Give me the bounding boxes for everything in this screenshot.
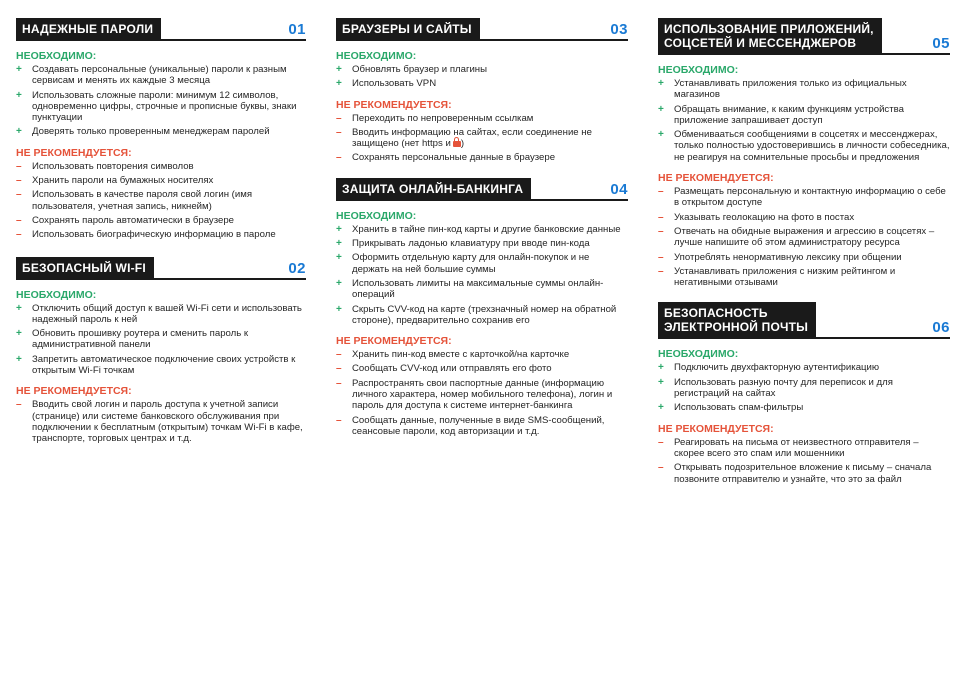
need-label: НЕОБХОДИМО:	[658, 64, 739, 76]
plus-icon: +	[658, 129, 664, 141]
minus-icon: –	[658, 211, 664, 223]
minus-icon: –	[658, 462, 664, 474]
list-item: + Хранить в тайне пин-код карты и другие банковские данные	[336, 223, 621, 235]
section-header-apps	[658, 18, 950, 55]
list-item: + Использовать VPN	[336, 78, 437, 90]
list-item: + Использовать разную почту для переписок и для регистраций на сайтах	[658, 376, 893, 400]
list-item: – Хранить пин-код вместе с карточкой/на карточке	[336, 349, 570, 361]
plus-icon: +	[336, 303, 342, 315]
need-label: НЕОБХОДИМО:	[658, 348, 739, 361]
list-item: – Размещать персональную и контактную информацию о себе в открытом доступе	[658, 186, 946, 209]
list-item: + Создавать персональные (уникальные) пароли к разным сервисам и менять их каждые 3 месяца	[16, 64, 287, 87]
list-item: – Сохранять пароль автоматически в браузере	[16, 214, 235, 226]
need-list	[16, 303, 306, 377]
list-item: + Устанавливать приложения только из официальных магазинов	[658, 78, 907, 101]
list-item: + Оформить отдельную карту для онлайн-покупок и не держать на ней большие суммы	[336, 252, 590, 275]
plus-icon: +	[658, 402, 664, 414]
need-label: НЕОБХОДИМО:	[336, 50, 417, 62]
plus-icon: +	[16, 328, 22, 340]
list-item: – Устанавливать приложения с низким рейтингом и негативными отзывами	[658, 265, 896, 289]
list-item: + Подключить двухфакторную аутентификацию	[658, 362, 880, 374]
plus-icon: +	[16, 64, 22, 75]
not-label: НЕ РЕКОМЕНДУЕТСЯ:	[16, 385, 132, 398]
list-item: – Сохранять персональные данные в браузере	[336, 152, 556, 164]
list-item: + Использовать спам-фильтры	[658, 402, 804, 414]
plus-icon: +	[16, 302, 22, 314]
list-item: + Обновлять браузер и плагины	[336, 64, 488, 75]
plus-icon: +	[336, 252, 342, 264]
need-list	[16, 64, 306, 138]
not-label: НЕ РЕКОМЕНДУЕТСЯ:	[658, 422, 774, 435]
list-item: + Обращать внимание, к каким функциям устройства приложение запрашивает доступ	[658, 103, 904, 126]
plus-icon: +	[16, 353, 22, 365]
list-item: + Запретить автоматическое подключение своих устройств к открытым Wi-Fi точкам	[16, 353, 296, 377]
minus-icon: –	[336, 377, 342, 389]
section-title: БРАУЗЕРЫ И САЙТЫ	[336, 18, 480, 39]
column-1	[16, 0, 306, 448]
minus-icon: –	[658, 225, 664, 237]
not-label: НЕ РЕКОМЕНДУЕТСЯ:	[336, 98, 452, 111]
section-number: 03	[610, 21, 628, 38]
plus-icon: +	[336, 277, 342, 289]
not-list	[336, 113, 628, 164]
minus-icon: –	[16, 189, 22, 201]
not-label: НЕ РЕКОМЕНДУЕТСЯ:	[16, 146, 132, 159]
minus-icon: –	[658, 186, 664, 198]
list-item: + Доверять только проверенным менеджерам паролей	[16, 126, 270, 138]
section-number: 06	[932, 319, 950, 337]
plus-icon: +	[336, 238, 342, 250]
need-list	[658, 78, 950, 163]
plus-icon: +	[658, 376, 664, 388]
section-number: 01	[288, 21, 306, 38]
list-item: – Употреблять ненормативную лексику при общении	[658, 251, 902, 263]
not-list	[336, 349, 628, 437]
minus-icon: –	[336, 363, 342, 375]
minus-icon: –	[336, 126, 342, 138]
list-item: + Отключить общий доступ к вашей Wi-Fi сети и использовать надежный пароль к ней	[16, 302, 302, 325]
need-label: НЕОБХОДИМО:	[16, 288, 97, 301]
minus-icon: –	[16, 160, 22, 172]
minus-icon: –	[336, 152, 342, 164]
need-label: НЕОБХОДИМО:	[336, 209, 417, 222]
section-title: БЕЗОПАСНОСТЬ ЭЛЕКТРОННОЙ ПОЧТЫ	[658, 302, 816, 337]
not-label: НЕ РЕКОМЕНДУЕТСЯ:	[336, 335, 452, 348]
not-list	[16, 161, 306, 241]
list-item: – Сообщать данные, полученные в виде SMS-сообщений, сеансовые пароли, код авторизации и т.д.	[336, 414, 605, 437]
minus-icon: –	[658, 265, 664, 277]
list-item: – Вводить информацию на сайтах, если соединение не защищено (нет https и )	[336, 126, 592, 150]
list-item: – Переходить по непроверенным ссылкам	[336, 112, 534, 124]
section-number: 02	[288, 259, 306, 277]
plus-icon: +	[658, 78, 664, 89]
list-item: – Открывать подозрительное вложение к письму – сначала позвоните отправителю и узнайте, что это за файл	[658, 462, 932, 485]
minus-icon: –	[16, 175, 22, 187]
minus-icon: –	[336, 112, 342, 124]
not-label: НЕ РЕКОМЕНДУЕТСЯ:	[658, 172, 774, 185]
list-item: – Использовать повторения символов	[16, 160, 194, 172]
plus-icon: +	[16, 126, 22, 138]
list-item: – Хранить пароли на бумажных носителях	[16, 175, 214, 187]
plus-icon: +	[658, 362, 664, 374]
need-list	[336, 64, 628, 90]
list-item: – Использовать в качестве пароля свой логин (имя пользователя, учетная запись, никнейм)	[16, 189, 253, 212]
plus-icon: +	[16, 89, 22, 101]
minus-icon: –	[16, 229, 22, 241]
list-item: – Реагировать на письма от неизвестного отправителя – скорее всего это спам или мошенники	[658, 436, 919, 459]
minus-icon: –	[336, 349, 342, 361]
list-item: + Скрыть CVV-код на карте (трехзначный номер на обратной стороне), предварительно сохранив его	[336, 303, 617, 326]
list-item: + Использовать лимиты на максимальные суммы онлайн-операций	[336, 277, 604, 301]
list-item: – Отвечать на обидные выражения и агрессию в соцсетях – лучше напишите об этом администратору ресурса	[658, 225, 935, 249]
list-item: + Использовать сложные пароли: минимум 12 символов, одновременно цифры, строчные и прописные буквы, знаки пунктуации	[16, 89, 297, 124]
not-list	[16, 399, 306, 444]
lock-icon	[453, 141, 461, 147]
section-header-email	[658, 302, 950, 339]
section-header-passwords	[16, 18, 306, 41]
minus-icon: –	[16, 214, 22, 226]
minus-icon: –	[658, 436, 664, 448]
need-label: НЕОБХОДИМО:	[16, 50, 97, 62]
plus-icon: +	[336, 223, 342, 235]
not-list	[658, 437, 950, 485]
list-item: + Обменивааться сообщениями в соцсетях и мессенджерах, только полностью удостоверившись в личности собеседника, не реагируя на сомнительные просьбы и предложения	[658, 129, 950, 163]
need-list	[336, 224, 628, 326]
plus-icon: +	[336, 64, 342, 75]
section-number: 05	[932, 35, 950, 52]
list-item: – Указывать геолокацию на фото в постах	[658, 211, 855, 223]
list-item: + Прикрывать ладонью клавиатуру при вводе пин-кода	[336, 238, 590, 250]
not-list	[658, 186, 950, 288]
list-item: – Использовать биографическую информацию в пароле	[16, 229, 276, 241]
section-number: 04	[610, 180, 628, 198]
section-header-browsers	[336, 18, 628, 41]
section-header-banking	[336, 178, 628, 201]
list-item: – Сообщать CVV-код или отправлять его фото	[336, 363, 552, 375]
column-2	[336, 0, 628, 440]
list-item: + Обновить прошивку роутера и сменить пароль к административной панели	[16, 328, 249, 351]
column-3	[658, 0, 950, 488]
plus-icon: +	[336, 78, 342, 90]
section-header-wifi	[16, 257, 306, 280]
list-item: – Распространять свои паспортные данные (информацию личного характера, номер мобильного телефона), логин и пароль для доступа к системе интернет-банкинга	[336, 377, 613, 412]
section-title: ИСПОЛЬЗОВАНИЕ ПРИЛОЖЕНИЙ, СОЦСЕТЕЙ И МЕССЕНДЖЕРОВ	[658, 18, 882, 53]
minus-icon: –	[16, 399, 22, 411]
section-title: НАДЕЖНЫЕ ПАРОЛИ	[16, 18, 161, 39]
minus-icon: –	[658, 251, 664, 263]
list-item: – Вводить свой логин и пароль доступа к учетной записи (странице) или системе банковского обслуживания при подключении к бесплатным (открытым) точкам Wi-Fi в кафе, транспорте, торговых центрах и т.д.	[16, 399, 303, 445]
section-title: ЗАЩИТА ОНЛАЙН-БАНКИНГА	[336, 178, 531, 199]
minus-icon: –	[336, 414, 342, 426]
plus-icon: +	[658, 103, 664, 115]
section-title: БЕЗОПАСНЫЙ WI-FI	[16, 257, 154, 278]
need-list	[658, 362, 950, 413]
